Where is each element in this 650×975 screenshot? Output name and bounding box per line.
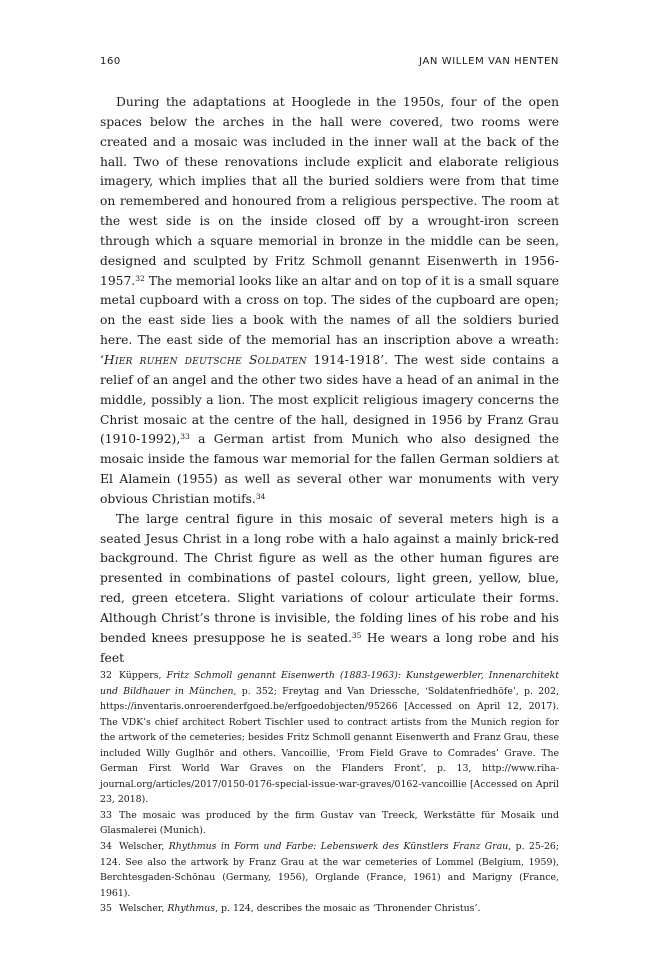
text-run: a German artist from Munich who also designed the mosaic inside the famous war memorial for the fallen German soldiers at El Alamein (1955) as well as several other war monuments with very obvious Christian motifs. bbox=[100, 432, 559, 506]
footnote-32 bbox=[100, 668, 559, 808]
footnotes bbox=[100, 668, 559, 917]
text-run: , p. 124, describes the mosaic as ‘Thronender Christus’. bbox=[215, 903, 481, 915]
text-run: He wears a long robe and his feet bbox=[100, 630, 559, 665]
text-run: Welscher, bbox=[119, 903, 168, 915]
footnote-number: 35 bbox=[100, 903, 112, 915]
page-body bbox=[100, 56, 559, 668]
book-title: Rhythmus bbox=[167, 903, 216, 915]
footnote-ref-35[interactable]: 35 bbox=[351, 630, 362, 640]
text-run: The memorial looks like an altar and on top of it is a small square metal cupboard with a cross on top. The sides of the cupboard are open; on the east side lies a book with the names of all the soldiers buried here. The east side of the memorial has an inscription above a wreath: ‘ bbox=[100, 273, 559, 367]
footnote-number: 33 bbox=[100, 809, 112, 821]
inscription: Hier ruhen deutsche Soldaten bbox=[103, 352, 307, 367]
text-run: 1914-1918’. The west side contains a relief of an angel and the other two sides have a head of an animal in the middle, possibly a lion. The most explicit religious imagery concerns the Christ mosaic at the centre of the hall, designed in 1956 by Franz Grau (1910-1992), bbox=[100, 352, 560, 447]
footnote-34 bbox=[100, 839, 559, 901]
paragraph-1 bbox=[100, 93, 559, 510]
text-run: , p. 352; Freytag and Van Driessche, ‘Soldatenfriedhöfe’, p. 202, https://inventaris.onroerenderfgoed.be/erfgoedobjecten/95266 [Accessed on April 12, 2017). The VDK’s chief architect Robert Tischler used to contract artists from the Munich region for the artwork of the cemeteries; besides Fritz Schmoll genannt Eisenwerth and Franz Grau, these included Willy Guglhör and others. Vancoillie, ‘From Field Grave to Comrades’ Grave. The German First World War Graves on the Flanders Front’, p. 13, http://www.riha-journal.org/articles/2017/0150-0176-special-issue-war-graves/0162-vancoillie [Accessed on April 23, 2018). bbox=[100, 685, 559, 806]
main-text bbox=[100, 93, 559, 668]
footnote-ref-34[interactable]: 34 bbox=[255, 491, 266, 501]
book-title: Rhythmus in Form und Farbe: Lebenswerk des Künstlers Franz Grau bbox=[168, 841, 509, 853]
footnote-ref-32[interactable]: 32 bbox=[135, 273, 145, 283]
text-run: , p. 25-26; 124. See also the artwork by Franz Grau at the war cemeteries of Lommel (Belgium, 1959), Berchtesgaden-Schönau (Germany, 1956), Orglande (France, 1961) and Marigny (France, 1961). bbox=[100, 841, 559, 899]
footnote-ref-33[interactable]: 33 bbox=[180, 432, 190, 442]
text-run: The mosaic was produced by the firm Gustav van Treeck, Werkstätte für Mosaik und Glasmalerei (Munich). bbox=[100, 809, 559, 837]
paragraph-2 bbox=[100, 510, 559, 669]
text-run: Welscher, bbox=[119, 841, 169, 853]
running-head: JAN WILLEM VAN HENTEN bbox=[419, 56, 559, 67]
footnote-33 bbox=[100, 808, 559, 839]
footnote-number: 32 bbox=[100, 670, 112, 681]
page-number: 160 bbox=[100, 56, 121, 67]
footnote-number: 34 bbox=[100, 841, 112, 853]
footnote-35 bbox=[100, 901, 559, 917]
running-header bbox=[100, 56, 559, 67]
text-run: Küppers, bbox=[119, 670, 167, 681]
text-run: The large central figure in this mosaic of several meters high is a seated Jesus Christ in a long robe with a halo against a mainly brick-red background. The Christ figure as well as the other human figures are presented in combinations of pastel colours, light green, yellow, blue, red, green etcetera. Slight variations of colour articulate their forms. Although Christ’s throne is invisible, the folding lines of his robe and his bended knees presuppose he is seated. bbox=[100, 511, 559, 645]
book-title: Fritz Schmoll genannt Eisenwerth (1883-1963): Kunstgewerbler, Innenarchitekt und Bildhauer in München bbox=[100, 670, 559, 697]
text-run: During the adaptations at Hooglede in the 1950s, four of the open spaces below the arches in the hall were covered, two rooms were created and a mosaic was included in the inner wall at the back of the hall. Two of these renovations include explicit and elaborate religious imagery, which implies that all the buried soldiers were from that time on remembered and honoured from a religious perspective. The room at the west side is on the inside closed off by a wrought-iron screen through which a square memorial in bronze in the middle can be seen, designed and sculpted by Fritz Schmoll genannt Eisenwerth in 1956-1957. bbox=[100, 95, 559, 288]
